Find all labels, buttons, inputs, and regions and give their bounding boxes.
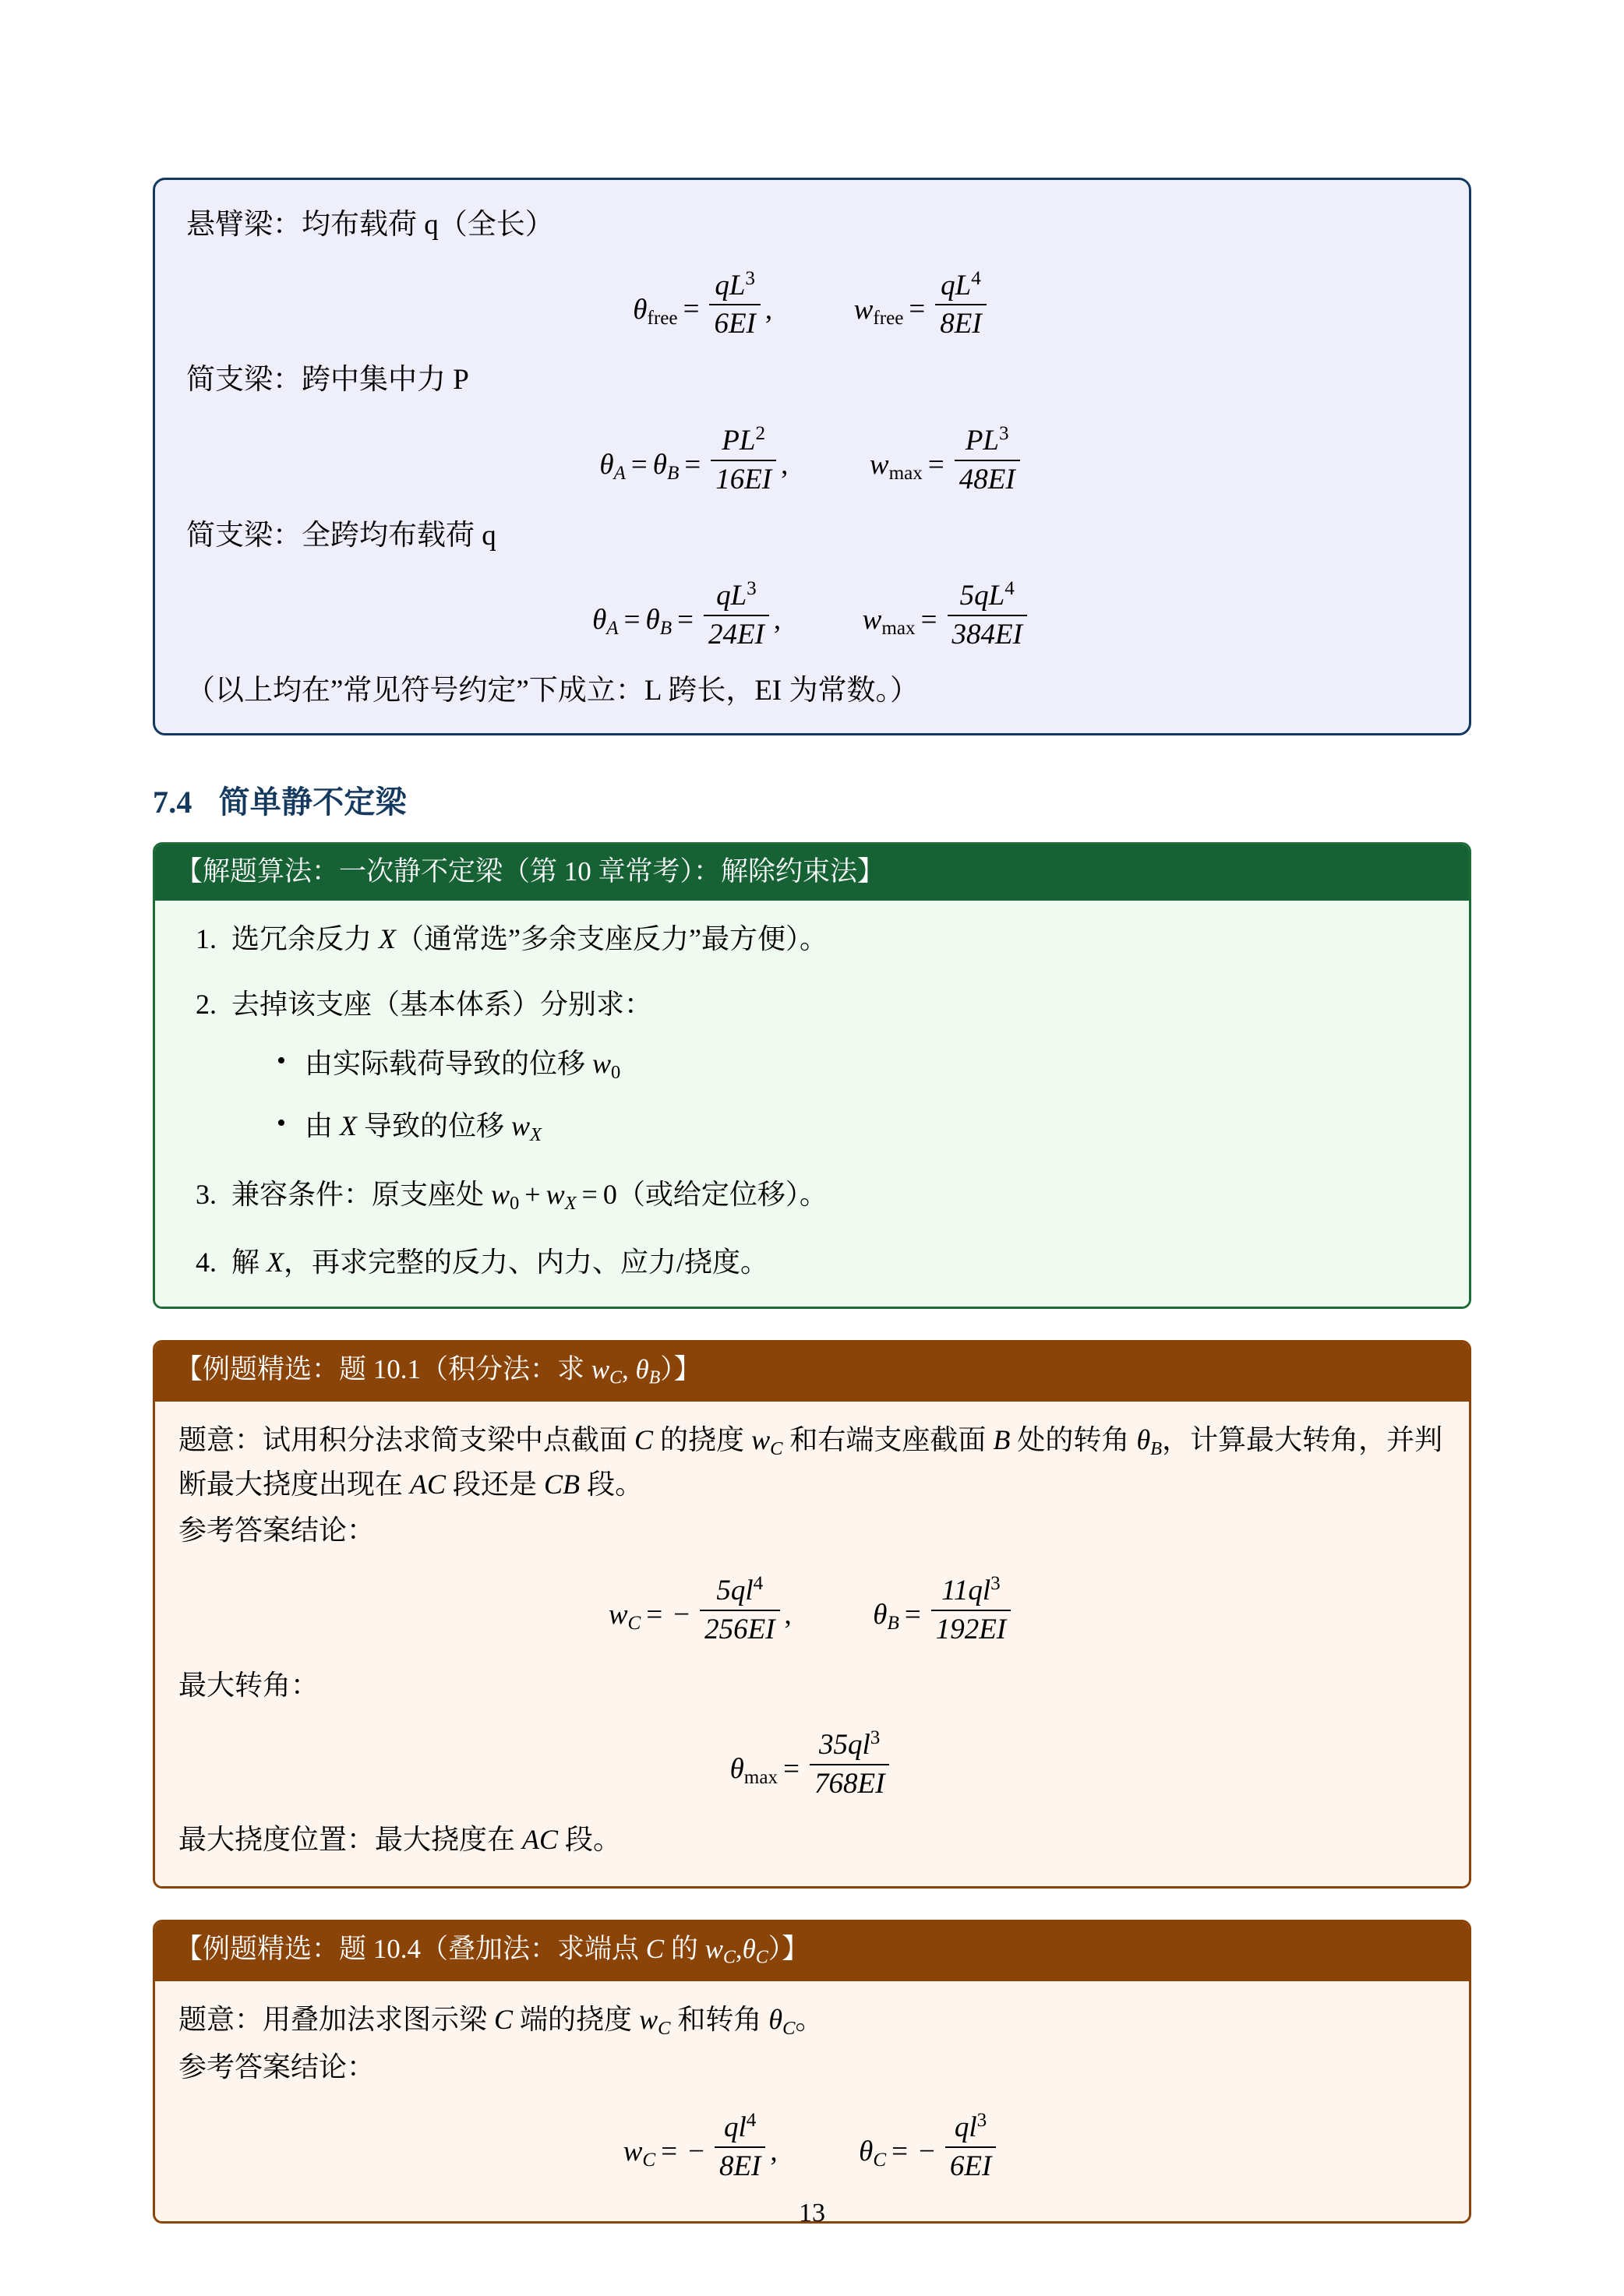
example-10-1-title-prefix: 【例题精选：题 — [175, 1354, 367, 1385]
eq-wc-numerator: 5ql — [716, 1574, 754, 1606]
eq2-thetac-subscript: C — [873, 2149, 887, 2171]
w-free-denominator: 8EI — [935, 304, 986, 341]
wmax-point-exponent: 3 — [999, 422, 1009, 444]
substep1-symbol: w — [592, 1048, 612, 1080]
example-10-1-section-c: C — [634, 1424, 654, 1456]
example-10-1-body — [155, 1402, 1469, 1886]
example-10-1-prompt-part4: 处的转角 — [1017, 1424, 1130, 1456]
example-10-1-thetab-inline: θ — [1136, 1424, 1151, 1456]
cantilever-udl-label — [186, 203, 1438, 247]
example-10-4-prompt-part4: 。 — [795, 2004, 824, 2036]
example-10-1-prompt-part6: 段还是 — [453, 1469, 538, 1501]
example-10-1-prompt-part5: ，计算最大转角，并判断最大挠度出现在 — [178, 1424, 1443, 1501]
fraction-w-free — [935, 267, 986, 342]
example-10-1-method: （积分法：求 — [421, 1354, 585, 1385]
simple-beam-udl-text: 简支梁：全跨均布载荷 q — [186, 519, 496, 552]
eq-thetab-denominator: 192EI — [931, 1610, 1011, 1647]
step3-w0-subscript: 0 — [510, 1192, 520, 1214]
eq2-thetac-symbol: θ — [859, 2135, 874, 2167]
section-number: 7.4 — [153, 784, 192, 820]
algorithm-box — [153, 842, 1471, 1309]
fraction-thetamax — [810, 1726, 889, 1801]
example-10-4-prompt-part1: 用叠加法求图示梁 — [263, 2004, 488, 2036]
algorithm-step-1 — [224, 918, 1446, 960]
standard-formulas-box — [153, 178, 1471, 735]
equation-cantilever: θfree = $\frac{qL^3}{6EI}$ , wfree = $\frac{qL^4}{8EI}$ — [186, 267, 1438, 342]
step4-variable: X — [267, 1247, 284, 1278]
example-10-4-thetac-subscript: C — [755, 1947, 768, 1968]
theta-udl-numerator: qL — [716, 580, 747, 612]
wmax-udl-symbol: w — [862, 604, 882, 637]
example-10-4-equation-1: $w_C$ = − $\frac{ql^4}{8EI}$ , $\theta_C$ = − $\frac{ql^3}{6EI}$ — [178, 2109, 1446, 2184]
example-10-1-location — [178, 1818, 1446, 1861]
example-10-4-wc-subscript: C — [723, 1947, 736, 1968]
fraction-theta-udl — [704, 577, 769, 652]
example-box-10-4 — [153, 1920, 1471, 2224]
example-10-4-wc-inline: w — [639, 2004, 658, 2036]
example-10-4-prompt-part3: 和转角 — [677, 2004, 762, 2036]
eq-thetamax-exponent: 3 — [870, 1727, 881, 1749]
eq-wc-denominator: 256EI — [700, 1610, 779, 1647]
example-10-1-number: 10.1 — [372, 1354, 422, 1385]
step3-w0-symbol: w — [491, 1178, 510, 1210]
algorithm-step-2 — [224, 983, 1446, 1149]
fraction-wmax-udl — [948, 577, 1027, 652]
example-10-4-method: （叠加法：求端点 — [421, 1933, 640, 1964]
example-10-1-prompt-part1: 试用积分法求简支梁中点截面 — [263, 1424, 628, 1456]
step1-variable: X — [379, 923, 397, 955]
example-10-4-prompt-label: 题意： — [178, 2004, 263, 2036]
example-10-1-prompt-label: 题意： — [178, 1424, 263, 1456]
example-10-1-section-b: B — [993, 1424, 1011, 1456]
example-10-1-segment-ac: AC — [410, 1469, 447, 1501]
theta-b2-symbol: θ — [645, 604, 660, 637]
fraction-thetac — [945, 2109, 996, 2184]
simple-beam-point-load-label — [186, 358, 1438, 402]
fraction-theta-point — [711, 422, 776, 497]
eq2-thetac-denominator: 6EI — [945, 2146, 996, 2184]
step1-prefix: 选冗余反力 — [231, 923, 372, 955]
example-10-4-point-c-inline: C — [494, 2004, 514, 2036]
eq-thetab-exponent: 3 — [990, 1572, 1001, 1594]
example-10-1-equation-1: $w_C$ = − $\frac{5ql^4}{256EI}$ , $\theta_B$ = $\frac{11ql^3}{192EI}$ — [178, 1572, 1446, 1647]
eq2-wc-exponent: 4 — [746, 2109, 757, 2131]
example-10-1-prompt-part3: 和右端支座截面 — [789, 1424, 987, 1456]
example-10-1-wc-inline: w — [751, 1424, 771, 1456]
theta-point-exponent: 2 — [755, 422, 766, 444]
eq-thetamax-denominator: 768EI — [810, 1764, 889, 1801]
eq2-wc-symbol: w — [623, 2135, 643, 2167]
algorithm-step-3: 3. 兼容条件：原支座处 $w0 + w_X = 0$（或给定位移）。 — [224, 1173, 1446, 1219]
example-10-4-wc-symbol: w — [704, 1933, 724, 1964]
step3-wx-symbol: w — [545, 1178, 565, 1210]
example-10-1-title: 【例题精选：题 10.1（积分法：求 $w_C$, $\theta_B$）】 — [155, 1342, 1469, 1402]
example-10-1-prompt-part7: 段。 — [587, 1469, 644, 1501]
example-10-4-prompt-part2: 端的挠度 — [520, 2004, 633, 2036]
example-10-1-wc-symbol: w — [591, 1354, 610, 1385]
theta-a-symbol: θ — [599, 448, 614, 481]
theta-a2-symbol: θ — [592, 604, 607, 637]
example-10-4-prompt — [178, 1998, 1446, 2043]
step2-text: 去掉该支座（基本体系）分别求： — [231, 989, 653, 1021]
eq-thetab-subscript: B — [887, 1612, 899, 1634]
fraction-thetab — [931, 1572, 1011, 1647]
example-10-4-wc-inline-sub: C — [658, 2017, 671, 2039]
example-10-1-location-label: 最大挠度位置：最大挠度在 — [178, 1824, 516, 1856]
theta-point-numerator: PL — [722, 424, 756, 457]
eq-thetab-symbol: θ — [873, 1598, 888, 1631]
algorithm-substep-1 — [272, 1042, 1446, 1088]
theta-free-symbol: θ — [633, 293, 648, 326]
fraction-wc-2 — [715, 2109, 765, 2184]
substep1-subscript: 0 — [611, 1062, 621, 1084]
eq2-thetac-exponent: 3 — [976, 2109, 987, 2131]
algorithm-step-list — [178, 918, 1446, 1283]
example-10-1-location-suffix: 段。 — [565, 1824, 622, 1856]
theta-free-subscript: free — [647, 307, 678, 329]
example-10-1-wc-inline-sub: C — [770, 1438, 783, 1460]
section-heading — [153, 778, 1471, 822]
fraction-theta-free — [709, 267, 760, 342]
eq-wc-sign: − — [673, 1598, 690, 1631]
example-10-4-answer-label: 参考答案结论： — [178, 2051, 376, 2083]
example-10-4-body — [155, 1981, 1469, 2221]
example-10-1-thetab-symbol: θ — [635, 1354, 649, 1385]
simple-beam-udl-label — [186, 514, 1438, 558]
eq-wc-exponent: 4 — [753, 1572, 764, 1594]
example-10-1-thetab-inline-sub: B — [1150, 1438, 1163, 1460]
example-10-1-equation-2: θmax = $\frac{35ql^3}{768EI}$ — [178, 1726, 1446, 1801]
example-10-4-title-prefix: 【例题精选：题 — [175, 1933, 367, 1964]
fraction-wc — [700, 1572, 779, 1647]
theta-point-denominator: 16EI — [711, 460, 776, 497]
eq-thetamax-symbol: θ — [729, 1753, 744, 1786]
wmax-point-subscript: max — [888, 462, 923, 484]
wmax-point-denominator: 48EI — [955, 460, 1020, 497]
eq-thetamax-numerator: 35ql — [819, 1729, 870, 1762]
example-10-1-prompt-part2: 的挠度 — [660, 1424, 745, 1456]
substep2-midtext: 导致的位移 — [364, 1110, 505, 1142]
w-free-symbol: w — [853, 293, 874, 326]
example-10-1-answer-label: 参考答案结论： — [178, 1515, 376, 1547]
w-free-exponent: 4 — [971, 267, 981, 289]
step3-zero: 0 — [602, 1178, 617, 1210]
theta-free-exponent: 3 — [745, 267, 755, 289]
example-10-4-title: 【例题精选：题 10.4（叠加法：求端点 C 的 $w_C,\theta_C$）】 — [155, 1922, 1469, 1981]
equation-point-load: $\theta_A = \theta_B$ = $\frac{PL^2}{16EI}$ , wmax = $\frac{PL^3}{48EI}$ — [186, 422, 1438, 497]
theta-b-subscript: B — [666, 462, 680, 484]
theta-a-subscript: A — [613, 462, 626, 484]
simple-beam-point-load-text: 简支梁：跨中集中力 P — [186, 364, 469, 397]
step4-prefix: 解 — [231, 1247, 260, 1278]
algorithm-substep-2 — [272, 1105, 1446, 1150]
eq2-thetac-sign: − — [918, 2135, 935, 2167]
example-10-1-wc-subscript: C — [609, 1367, 623, 1388]
w-free-subscript: free — [873, 307, 904, 329]
algorithm-step-4 — [224, 1241, 1446, 1283]
section-title: 简单静不定梁 — [218, 784, 407, 820]
theta-free-numerator: qL — [715, 269, 746, 302]
substep2-prefix: 由 — [305, 1110, 334, 1142]
eq-thetamax-subscript: max — [743, 1767, 778, 1789]
example-10-4-thetac-inline-sub: C — [782, 2017, 796, 2039]
page-number: 13 — [799, 2199, 825, 2227]
eq2-wc-numerator: ql — [723, 2111, 747, 2143]
substep1-prefix: 由实际载荷导致的位移 — [305, 1048, 586, 1080]
algorithm-substep-list — [231, 1042, 1446, 1149]
wmax-point-numerator: PL — [965, 424, 1000, 457]
example-10-4-thetac-inline: θ — [768, 2004, 783, 2036]
w-free-numerator: qL — [941, 269, 972, 302]
cantilever-udl-text: 悬臂梁：均布载荷 q（全长） — [186, 209, 554, 241]
example-10-1-segment-cb: CB — [544, 1469, 581, 1501]
eq2-wc-denominator: 8EI — [715, 2146, 765, 2184]
eq-wc-subscript: C — [627, 1612, 641, 1634]
theta-udl-exponent: 3 — [747, 578, 757, 600]
algorithm-box-title: 【解题算法：一次静不定梁（第 10 章常考）：解除约束法】 — [155, 845, 1469, 901]
fraction-wmax-point — [955, 422, 1020, 497]
example-10-1-prompt — [178, 1419, 1446, 1506]
theta-free-denominator: 6EI — [709, 304, 760, 341]
example-10-1-title-suffix: ）】 — [660, 1354, 701, 1385]
step1-suffix: （通常选”多余支座反力”最方便）。 — [396, 923, 828, 955]
example-box-10-1 — [153, 1340, 1471, 1889]
example-10-1-thetab-subscript: B — [648, 1367, 661, 1388]
step4-suffix: ，再求完整的反力、内力、应力/挠度。 — [284, 1247, 769, 1278]
step3-prefix: 兼容条件：原支座处 — [231, 1178, 485, 1210]
example-10-1-location-segment: AC — [522, 1824, 559, 1856]
wmax-point-symbol: w — [869, 448, 889, 481]
eq2-thetac-numerator: ql — [954, 2111, 977, 2143]
algorithm-box-body — [155, 901, 1469, 1307]
wmax-udl-subscript: max — [881, 618, 916, 640]
substep2-symbol: w — [511, 1110, 531, 1142]
step3-wx-subscript: X — [564, 1192, 577, 1214]
equation-simple-udl: $\theta_A = \theta_B$ = $\frac{qL^3}{24EI}$ , wmax = $\frac{5qL^4}{384EI}$ — [186, 577, 1438, 652]
example-10-4-number: 10.4 — [372, 1933, 422, 1964]
wmax-udl-numerator: 5qL — [959, 580, 1005, 612]
substep2-subscript: X — [530, 1123, 542, 1145]
theta-a2-subscript: A — [606, 618, 619, 640]
theta-b-symbol: θ — [652, 448, 667, 481]
step3-suffix: （或给定位移）。 — [616, 1178, 828, 1210]
wmax-udl-denominator: 384EI — [948, 615, 1027, 652]
theta-b2-subscript: B — [659, 618, 673, 640]
example-10-4-de: 的 — [670, 1933, 698, 1964]
formula-box-note: （以上均在”常见符号约定”下成立：L 跨长，EI 为常数。） — [186, 675, 919, 707]
wmax-udl-exponent: 4 — [1004, 578, 1015, 600]
example-10-4-thetac-symbol: θ — [742, 1933, 756, 1964]
eq-wc-symbol: w — [608, 1598, 628, 1631]
example-10-4-title-suffix: ）】 — [768, 1933, 810, 1964]
eq2-wc-sign: − — [688, 2135, 704, 2167]
example-10-1-maxangle-label: 最大转角： — [178, 1669, 320, 1701]
eq-thetab-numerator: 11ql — [941, 1574, 991, 1606]
substep2-variable: X — [340, 1110, 358, 1142]
eq2-wc-subscript: C — [642, 2149, 656, 2171]
page-content — [153, 178, 1471, 2224]
example-10-4-point-c: C — [645, 1933, 665, 1964]
theta-udl-denominator: 24EI — [704, 615, 769, 652]
